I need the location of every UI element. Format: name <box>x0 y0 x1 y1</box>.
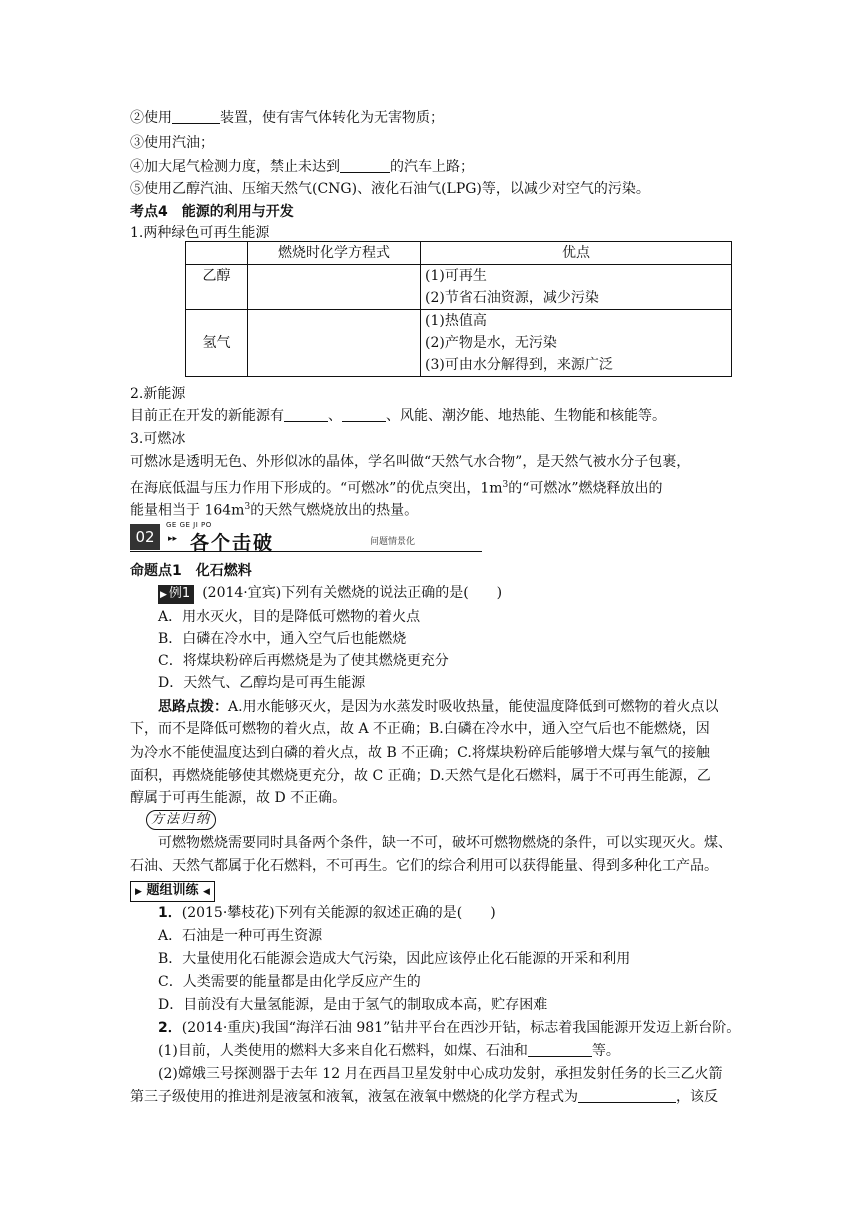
advantage-item: (2)产物是水，无污染 <box>425 335 557 351</box>
method-tag: 方法归纳 <box>146 810 216 830</box>
question-part: 第三子级使用的推进剂是液氢和液氧，液氢在液氧中燃烧的化学方程式为 ，该反 <box>130 1089 718 1105</box>
option[interactable]: D．天然气、乙醇均是可再生能源 <box>158 675 366 691</box>
option[interactable]: B．大量使用化石能源会造成大气污染，因此应该停止化石能源的开采和利用 <box>158 951 631 967</box>
text-line: ③使用汽油； <box>130 135 214 151</box>
group-tag-row <box>130 879 740 902</box>
group-tag: ▶ 题组训练 ◀ <box>130 881 215 902</box>
advantage-item: (2)节省石油资源，减少污染 <box>425 290 599 306</box>
table-cell-name: 氢气 <box>186 310 248 377</box>
table-cell-equation[interactable] <box>248 310 421 377</box>
table-cell-advantages <box>421 265 732 310</box>
subsection-title: 2.新能源 <box>130 386 186 402</box>
option[interactable]: C．将煤块粉碎后再燃烧是为了使其燃烧更充分 <box>158 653 449 669</box>
banner-pinyin: GE GE JI PO <box>166 521 212 529</box>
section-heading: 考点4 能源的利用与开发 <box>130 204 294 220</box>
advantage-item: (3)可由水分解得到，来源广泛 <box>425 357 613 373</box>
table-header-cell: 优点 <box>421 242 732 265</box>
table-cell-advantages <box>421 310 732 377</box>
text-line: 可燃冰是透明无色、外形似冰的晶体，学名叫做“天然气水合物”，是天然气被水分子包裹， <box>130 454 691 470</box>
question-part: (1)目前，人类使用的燃料大多来自化石燃料，如煤、石油和 等。 <box>158 1043 620 1059</box>
triangle-right-icon: ▶ <box>160 590 167 600</box>
advantage-item: (1)可再生 <box>425 268 487 284</box>
triangle-right-icon: ▶ <box>135 887 142 897</box>
text-line: ⑤使用乙醇汽油、压缩天然气(CNG)、液化石油气(LPG)等，以减少对空气的污染。 <box>130 181 650 197</box>
hint-line: 为冷水不能使温度达到白磷的着火点，故 B 不正确；C.将煤块粉碎后能够增大煤与氧气的接触 <box>130 745 710 761</box>
option[interactable]: B．白磷在冷水中，通入空气后也能燃烧 <box>158 631 407 647</box>
hint-line: 思路点拨：A.用水能够灭火，是因为水蒸发时吸收热量，能使温度降低到可燃物的着火点以 <box>158 699 719 715</box>
method-line: 可燃物燃烧需要同时具备两个条件，缺一不可，破坏可燃物燃烧的条件，可以实现灭火。煤、 <box>158 835 732 851</box>
text-line: 在海底低温与压力作用下形成的。“可燃冰”的优点突出，$1m^3$的“可燃冰”燃烧释放出的 <box>130 480 663 497</box>
option[interactable]: A．用水灭火，目的是降低可燃物的着火点 <box>158 609 421 625</box>
question-stem: 2．(2014·重庆)我国“海洋石油 981”钻井平台在西沙开钻，标志着我国能源开发迈上新台阶。 <box>158 1020 741 1036</box>
fill-blank[interactable] <box>340 159 390 173</box>
table-cell-name: 乙醇 <box>186 265 248 310</box>
example-tag: ▶ 例1 <box>158 585 194 604</box>
example-stem: ▶ 例1 (2014·宜宾)下列有关燃烧的说法正确的是( ) <box>158 582 768 604</box>
option[interactable]: C．人类需要的能量都是由化学反应产生的 <box>158 974 421 990</box>
question-stem: 1．(2015·攀枝花)下列有关能源的叙述正确的是( ) <box>158 905 496 921</box>
option[interactable]: D．目前没有大量氢能源，是由于氢气的制取成本高，贮存困难 <box>158 997 548 1013</box>
table-cell-equation[interactable] <box>248 265 421 310</box>
table-row <box>186 265 732 310</box>
triangle-left-icon: ◀ <box>203 887 210 897</box>
fill-blank[interactable] <box>284 408 328 422</box>
advantage-item: (1)热值高 <box>425 313 487 329</box>
hint-line: 醇属于可再生能源，故 D 不正确。 <box>130 790 347 806</box>
fill-blank[interactable] <box>342 408 386 422</box>
table-header-cell: 燃烧时化学方程式 <box>248 242 421 265</box>
method-tag-row <box>146 808 756 830</box>
section-banner <box>130 520 482 552</box>
text-line: ②使用 装置，使有害气体转化为无害物质； <box>130 110 444 126</box>
banner-title: 各个击破 <box>190 532 275 554</box>
fill-blank[interactable] <box>528 1043 592 1057</box>
method-line: 石油、天然气都属于化石燃料，不可再生。它们的综合利用可以获得能量、得到多种化工产品。 <box>130 858 718 874</box>
double-arrow-icon: ▸▸ <box>168 534 178 544</box>
hint-line: 下，而不是降低可燃物的着火点，故 A 不正确；B.白磷在冷水中，通入空气后也不能燃烧，因 <box>130 721 710 737</box>
question-part: (2)嫦娥三号探测器于去年 12 月在西昌卫星发射中心成功发射，承担发射任务的长三乙火箭 <box>158 1066 723 1082</box>
option[interactable]: A．石油是一种可再生资源 <box>158 928 323 944</box>
hint-line: 面积，再燃烧能够使其燃烧更充分，故 C 正确；D.天然气是化石燃料，属于不可再生能源，乙 <box>130 768 711 784</box>
banner-number: 02 <box>130 524 160 550</box>
fill-blank[interactable] <box>172 110 220 124</box>
table-header-cell <box>186 242 248 265</box>
fill-blank[interactable] <box>578 1089 676 1103</box>
table-row <box>186 310 732 377</box>
subsection-title: 3.可燃冰 <box>130 431 186 447</box>
text-line: ④加大尾气检测力度，禁止未达到 的汽车上路； <box>130 159 474 175</box>
table-header-row <box>186 242 732 265</box>
section-heading: 命题点1 化石燃料 <box>130 563 252 579</box>
energy-table <box>185 241 732 377</box>
subsection-title: 1.两种绿色可再生能源 <box>130 225 270 241</box>
text-line: 能量相当于 $164m^3$的天然气燃烧放出的热量。 <box>130 502 419 519</box>
text-line: 目前正在开发的新能源有 、 、风能、潮汐能、地热能、生物能和核能等。 <box>130 408 666 424</box>
banner-subtitle: 问题情景化 <box>370 537 416 547</box>
